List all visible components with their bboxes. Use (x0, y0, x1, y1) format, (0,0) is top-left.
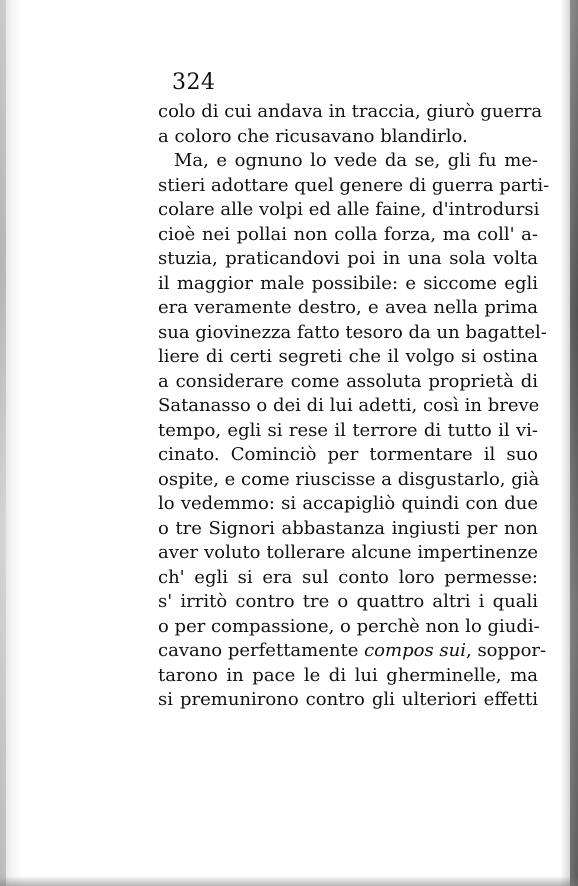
text-line: Satanasso o dei di lui adetti, così in breve (158, 395, 540, 416)
text-line: s' irritò contro tre o quattro altri i quali (158, 591, 538, 612)
text-line: sua giovinezza fatto tesoro da un bagattel- (158, 321, 547, 343)
text-line: lo vedemmo: si accapigliò quindi con due (158, 493, 538, 514)
text-line: ospite, e come riuscisse a disgustarlo, già (158, 468, 540, 490)
text-line: si premunirono contro gli ulteriori effetti (158, 689, 538, 710)
text-line: cioè nei pollai non colla forza, ma coll' a- (158, 223, 538, 245)
page-left-edge-shadow (0, 0, 6, 886)
text-line: era veramente destro, e avea nella prima (158, 297, 538, 318)
text-line: colo di cui andava in traccia, giurò guerra (158, 101, 543, 122)
text-line-with-italic (158, 639, 547, 664)
text-line: liere di certi segreti che il volgo si ostina (158, 346, 538, 367)
text-line: Ma, e ognuno lo vede da se, gli fu me- (174, 150, 538, 171)
text-line: a considerare come assoluta proprietà di (158, 370, 538, 392)
page-bottom-edge-shadow (0, 876, 578, 886)
text-line: il maggior male possibile: e siccome egli (158, 272, 538, 294)
text-line: a coloro che ricusavano blandirlo. (158, 125, 468, 147)
page-text (158, 100, 550, 713)
text-line: o per compassione, o perchè non lo giudi- (158, 615, 540, 637)
text-line: stieri adottare quel genere di guerra parti- (158, 174, 550, 196)
text-line: colare alle volpi ed alle faine, d'introdursi (158, 199, 540, 220)
italic-phrase: compos sui (364, 640, 466, 661)
text-line: cinato. Cominciò per tormentare il suo (158, 444, 538, 465)
page-number: 324 (172, 70, 216, 95)
text-line: tarono in pace le di lui gherminelle, ma (158, 664, 538, 686)
text-line: stuzia, praticandovi poi in una sola volta (158, 248, 538, 269)
text-segment: , soppor- (466, 640, 547, 661)
text-segment: cavano perfettamente (158, 640, 359, 661)
text-line: tempo, egli si rese il terrore di tutto il vi- (158, 419, 538, 441)
text-line: ch' egli si era sul conto loro permesse: (158, 566, 538, 588)
text-line: o tre Signori abbastanza ingiusti per non (158, 517, 538, 539)
text-line: aver voluto tollerare alcune impertinenze (158, 542, 538, 563)
page-right-edge-shadow (570, 0, 578, 886)
